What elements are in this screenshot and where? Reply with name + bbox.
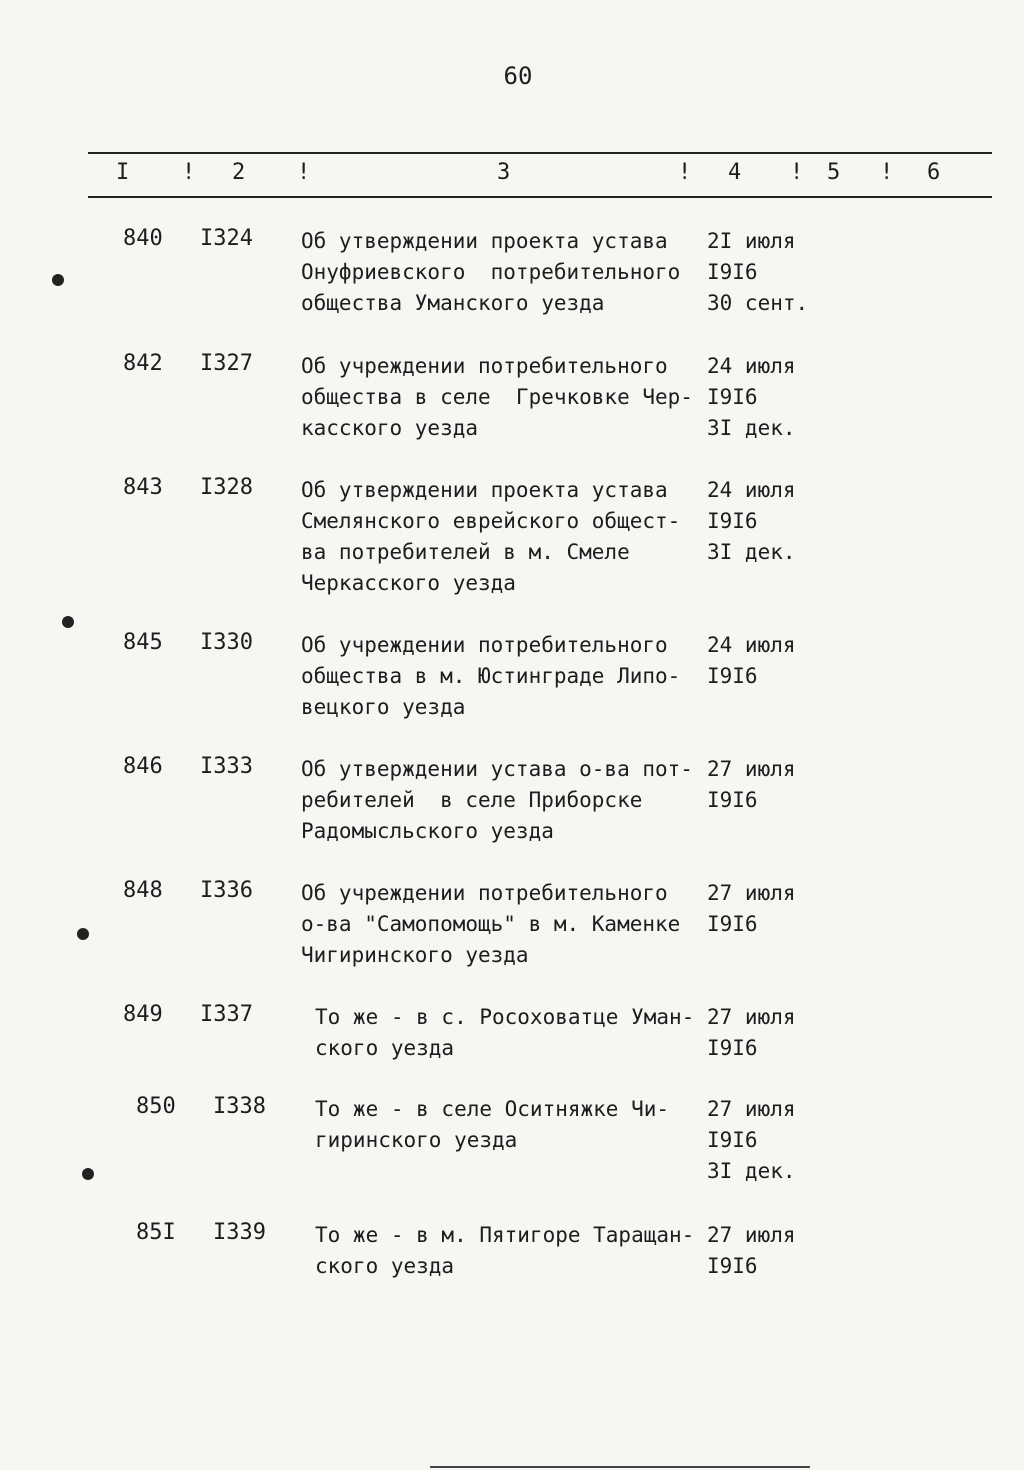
row-dates: 27 июля I9I6 bbox=[707, 1005, 796, 1060]
header-separator: ! bbox=[678, 160, 692, 185]
row-dates: 2I июля I9I6 30 сент. bbox=[707, 229, 809, 315]
row-code: I333 bbox=[200, 754, 253, 779]
row-code: I327 bbox=[200, 351, 253, 376]
binding-hole bbox=[62, 616, 74, 628]
row-code: I330 bbox=[200, 630, 253, 655]
row-dates: 27 июля I9I6 bbox=[707, 881, 796, 936]
row-description: Об учреждении потребительного о-ва "Самопомощь" в м. Каменке Чигиринского уезда bbox=[301, 881, 681, 967]
row-dates: 24 июля I9I6 bbox=[707, 633, 796, 688]
header-top-rule bbox=[88, 152, 992, 154]
row-number: 846 bbox=[123, 754, 163, 779]
row-description: Об учреждении потребительного общества в м. Юстинграде Липо- вецкого уезда bbox=[301, 633, 681, 719]
row-code: I324 bbox=[200, 226, 253, 251]
header-col-2: 2 bbox=[232, 160, 246, 185]
header-col-1: I bbox=[116, 160, 130, 185]
row-code: I338 bbox=[213, 1094, 266, 1119]
row-description: Об утверждении проекта устава Онуфриевского потребительного общества Уманского уезда bbox=[301, 229, 681, 315]
header-separator: ! bbox=[790, 160, 804, 185]
row-code: I337 bbox=[200, 1002, 253, 1027]
row-number: 840 bbox=[123, 226, 163, 251]
row-dates: 27 июля I9I6 3I дек. bbox=[707, 1097, 796, 1183]
row-number: 848 bbox=[123, 878, 163, 903]
row-code: I328 bbox=[200, 475, 253, 500]
row-description: Об учреждении потребительного общества в селе Гречковке Чер- касского уезда bbox=[301, 354, 693, 440]
header-separator: ! bbox=[297, 160, 311, 185]
header-separator: ! bbox=[880, 160, 894, 185]
row-description: Об утверждении устава о-ва пот- ребителей в селе Приборске Радомысльского уезда bbox=[301, 757, 693, 843]
row-dates: 24 июля I9I6 3I дек. bbox=[707, 478, 796, 564]
row-description: Об утверждении проекта устава Смелянского еврейского общест- ва потребителей в м. Смеле Черкасского уезда bbox=[301, 478, 681, 595]
header-col-3: 3 bbox=[497, 160, 511, 185]
header-bottom-rule bbox=[88, 196, 992, 198]
row-description: То же - в с. Росоховатце Уман- ского уезда bbox=[315, 1005, 695, 1060]
row-number: 85I bbox=[136, 1220, 176, 1245]
header-col-6: 6 bbox=[927, 160, 941, 185]
header-col-4: 4 bbox=[728, 160, 742, 185]
row-number: 849 bbox=[123, 1002, 163, 1027]
row-dates: 24 июля I9I6 3I дек. bbox=[707, 354, 796, 440]
row-description: То же - в м. Пятигоре Таращан- ского уезда bbox=[315, 1223, 695, 1278]
binding-hole bbox=[82, 1168, 94, 1180]
row-number: 842 bbox=[123, 351, 163, 376]
binding-hole bbox=[52, 274, 64, 286]
row-dates: 27 июля I9I6 bbox=[707, 757, 796, 812]
row-description: То же - в селе Оситняжке Чи- гиринского уезда bbox=[315, 1097, 670, 1152]
row-code: I336 bbox=[200, 878, 253, 903]
bottom-edge-mark bbox=[430, 1466, 810, 1468]
row-dates: 27 июля I9I6 bbox=[707, 1223, 796, 1278]
row-number: 850 bbox=[136, 1094, 176, 1119]
header-separator: ! bbox=[182, 160, 196, 185]
page-number: 60 bbox=[503, 62, 533, 90]
row-code: I339 bbox=[213, 1220, 266, 1245]
row-number: 843 bbox=[123, 475, 163, 500]
header-col-5: 5 bbox=[827, 160, 841, 185]
binding-hole bbox=[77, 928, 89, 940]
row-number: 845 bbox=[123, 630, 163, 655]
